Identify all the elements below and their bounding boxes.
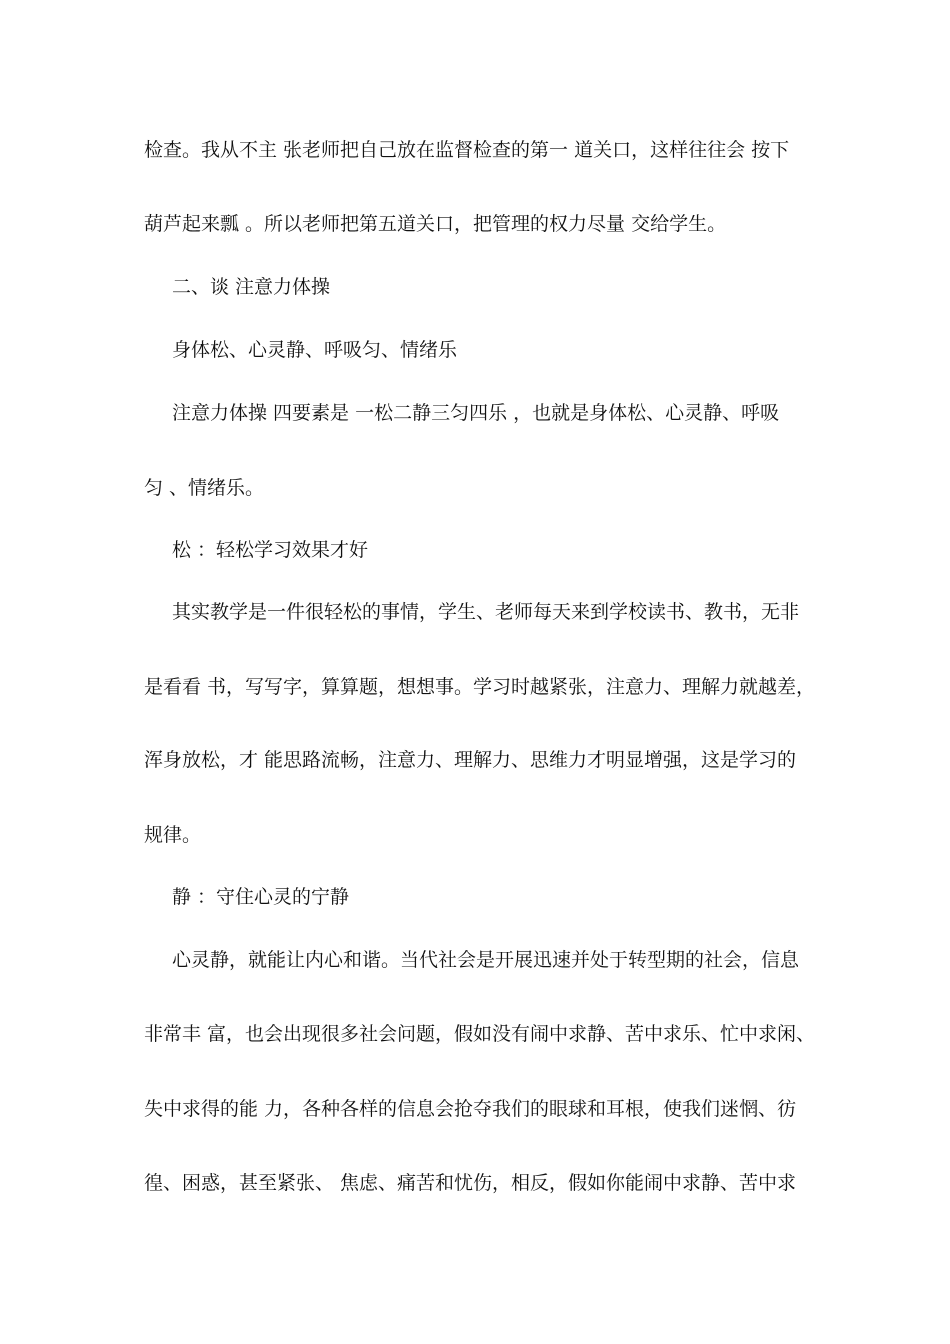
text-line: 徨、困惑，甚至紧张、 焦虑、痛苦和忧伤，相反，假如你能闹中求静、苦中求: [144, 1172, 797, 1194]
text-line: 匀 、情绪乐。: [144, 477, 265, 499]
text-line: 其实教学是一件很轻松的事情，学生、老师每天来到学校读书、教书，无非: [172, 601, 800, 623]
text-line: 浑身放松，才 能思路流畅，注意力、理解力、思维力才明显增强，这是学习的: [144, 749, 797, 771]
text-line: 心灵静，就能让内心和谐。当代社会是开展迅速并处于转型期的社会，信息: [172, 949, 800, 971]
section-heading: 二、谈 注意力体操: [172, 276, 331, 298]
text-line: 身体松、心灵静、呼吸匀、情绪乐: [172, 339, 458, 361]
text-line: 非常丰 富，也会出现很多社会问题，假如没有闹中求静、苦中求乐、忙中求闲、: [144, 1023, 816, 1045]
subheading: 静 ：守住心灵的宁静: [172, 886, 350, 908]
text-line: 检查。我从不主 张老师把自己放在监督检查的第一 道关口，这样往往会 按下: [144, 139, 790, 161]
subheading: 松 ：轻松学习效果才好: [172, 539, 369, 561]
text-line: 葫芦起来瓢 。所以老师把第五道关口，把管理的权力尽量 交给学生。: [144, 213, 727, 235]
text-line: 失中求得的能 力，各种各样的信息会抢夺我们的眼球和耳根，使我们迷惘、彷: [144, 1098, 797, 1120]
text-line: 是看看 书，写写字，算算题，想想事。学习时越紧张，注意力、理解力就越差，: [144, 676, 816, 698]
text-line: 规律。: [144, 824, 202, 846]
text-line: 注意力体操 四要素是 一松二静三匀四乐 ，也就是身体松、心灵静、呼吸: [172, 402, 780, 424]
